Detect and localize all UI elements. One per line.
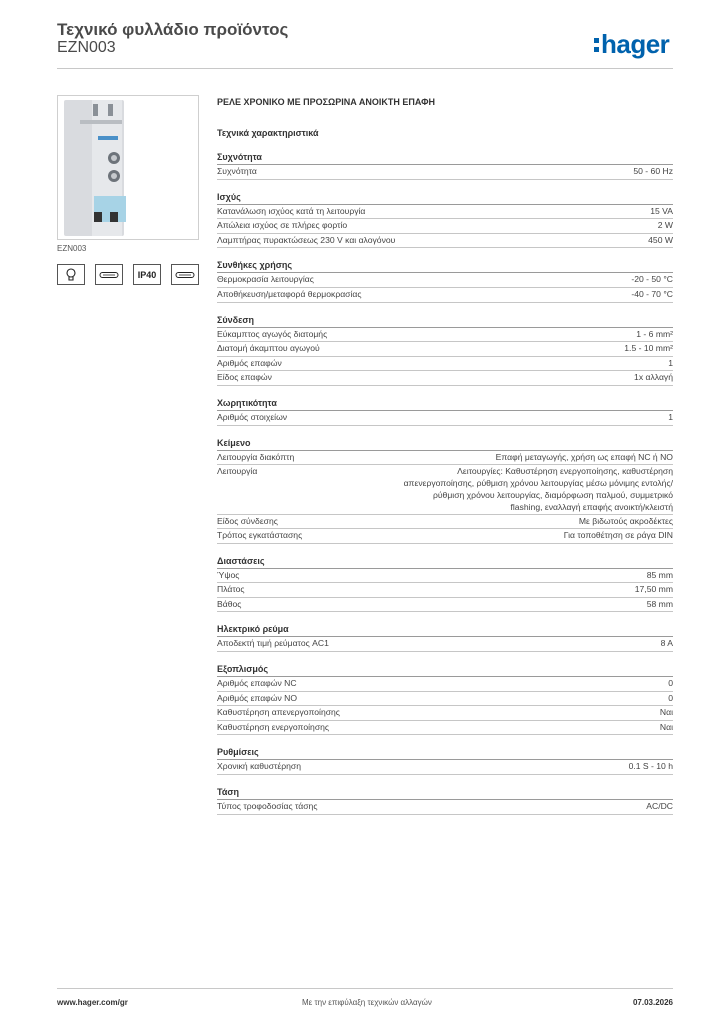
feature-icons	[57, 264, 199, 285]
spec-value: 15 VA	[650, 205, 673, 216]
section-title: Συχνότητα	[217, 152, 673, 165]
spec-row	[217, 165, 673, 180]
section-title: Συνθήκες χρήσης	[217, 260, 673, 273]
header-divider	[57, 68, 673, 69]
spec-label: Λαμπτήρας πυρακτώσεως 230 V και αλογόνου	[217, 234, 396, 245]
spec-row	[217, 637, 673, 652]
section-title: Κείμενο	[217, 438, 673, 451]
spec-label: Τύπος τροφοδοσίας τάσης	[217, 801, 318, 812]
spec-value: 50 - 60 Hz	[633, 166, 673, 176]
spec-label: Θερμοκρασία λειτουργίας	[217, 274, 314, 285]
spec-label: Εύκαμπτος αγωγός διατομής	[217, 328, 328, 339]
spec-value: 1 - 6 mm²	[636, 328, 673, 339]
section-title: Ρυθμίσεις	[217, 747, 673, 760]
spec-label: Συχνότητα	[217, 166, 257, 176]
spec-section	[217, 398, 673, 426]
spec-value: 1	[668, 357, 673, 368]
spec-section	[217, 152, 673, 180]
spec-section	[217, 260, 673, 302]
spec-value: Ναι	[659, 721, 673, 732]
spec-row	[217, 451, 673, 466]
spec-label: Καθυστέρηση απενεργοποίησης	[217, 707, 340, 718]
document-title: Τεχνικό φυλλάδιο προϊόντος	[57, 20, 289, 39]
ip-rating-icon: IP40	[133, 264, 161, 285]
spec-row	[217, 219, 673, 234]
spec-section	[217, 438, 673, 544]
spec-value: Με βιδωτούς ακροδέκτες	[578, 515, 673, 526]
spec-label: Διατομή άκαμπτου αγωγού	[217, 343, 320, 354]
spec-value: 85 mm	[646, 569, 673, 580]
spec-section	[217, 192, 673, 249]
spec-label: Λειτουργία	[217, 466, 258, 477]
spec-value: 8 A	[660, 638, 673, 649]
section-title: Χωρητικότητα	[217, 398, 673, 411]
din-rail-icon-2	[171, 264, 199, 285]
spec-value: Λειτουργίες: Καθυστέρηση ενεργοποίησης, καθυστέρηση απενεργοποίησης, ρύθμιση χρόνου λειτουργίας μέσω μόνιμης εντολής/ρύθμιση χρόνου λειτουργίας, διαμόρφωση παλμού, συμμετρικό flashing, εναλλαγή επαφής ανοικτή/κλειστή	[403, 466, 673, 513]
spec-row	[217, 692, 673, 707]
spec-row	[217, 800, 673, 815]
section-title: Διαστάσεις	[217, 556, 673, 569]
product-code: EZN003	[57, 39, 116, 56]
spec-section	[217, 664, 673, 735]
spec-label: Βάθος	[217, 598, 242, 609]
spec-label: Αποθήκευση/μεταφορά θερμοκρασίας	[217, 288, 362, 299]
spec-row	[217, 371, 673, 386]
spec-row	[217, 288, 673, 303]
spec-label: Αριθμός στοιχείων	[217, 411, 288, 422]
spec-value: 1	[668, 411, 673, 422]
spec-value: Για τοποθέτηση σε ράγα DIN	[563, 530, 673, 541]
spec-label: Πλάτος	[217, 584, 245, 595]
spec-row	[217, 342, 673, 357]
spec-row	[217, 677, 673, 692]
section-title: Ηλεκτρικό ρεύμα	[217, 624, 673, 637]
spec-row	[217, 760, 673, 775]
spec-label: Τρόπος εγκατάστασης	[217, 530, 303, 541]
spec-value: 1x αλλαγή	[634, 372, 673, 383]
spec-section	[217, 747, 673, 775]
spec-row	[217, 569, 673, 584]
spec-row	[217, 205, 673, 220]
spec-row	[217, 598, 673, 613]
spec-value: 0	[668, 678, 673, 689]
spec-value: 1.5 - 10 mm²	[624, 343, 673, 354]
spec-value: -40 - 70 °C	[631, 288, 673, 299]
hager-logo[interactable]	[594, 29, 669, 60]
spec-row	[217, 515, 673, 530]
spec-row	[217, 234, 673, 249]
spec-section	[217, 624, 673, 652]
spec-value: 2 W	[657, 220, 673, 231]
spec-row	[217, 706, 673, 721]
spec-value: -20 - 50 °C	[631, 274, 673, 285]
spec-label: Είδος επαφών	[217, 372, 272, 383]
footer-date: 07.03.2026	[632, 998, 673, 1007]
spec-value: 450 W	[648, 234, 673, 245]
spec-row	[217, 465, 673, 514]
section-title: Σύνδεση	[217, 315, 673, 328]
lamp-icon	[57, 264, 85, 285]
spec-value: Ναι	[659, 707, 673, 718]
spec-row	[217, 721, 673, 736]
product-image	[57, 95, 199, 240]
section-title: Ισχύς	[217, 192, 673, 205]
technical-characteristics-heading: Τεχνικά χαρακτηριστικά	[217, 128, 319, 138]
spec-label: Αριθμός επαφών NC	[217, 678, 297, 689]
logo-dots-icon	[594, 35, 600, 54]
spec-row	[217, 583, 673, 598]
spec-value: 17,50 mm	[634, 584, 673, 595]
spec-label: Αριθμός επαφών NO	[217, 692, 298, 703]
spec-label: Αριθμός επαφών	[217, 357, 282, 368]
spec-value: Επαφή μεταγωγής, χρήση ως επαφή NC ή NO	[495, 451, 673, 462]
section-title: Τάση	[217, 787, 673, 800]
spec-label: Αποδεκτή τιμή ρεύματος AC1	[217, 638, 329, 649]
logo-text: hager	[601, 29, 670, 59]
product-caption: EZN003	[57, 244, 87, 253]
spec-value: 0	[668, 692, 673, 703]
spec-label: Καθυστέρηση ενεργοποίησης	[217, 721, 330, 732]
footer-disclaimer: Με την επιφύλαξη τεχνικών αλλαγών	[302, 998, 432, 1007]
din-rail-icon	[95, 264, 123, 285]
spec-label: Ύψος	[217, 569, 240, 580]
spec-value: 0.1 S - 10 h	[628, 761, 673, 772]
spec-row	[217, 357, 673, 372]
spec-row	[217, 411, 673, 426]
spec-section	[217, 315, 673, 386]
spec-label: Χρονική καθυστέρηση	[217, 761, 301, 772]
spec-label: Απώλεια ισχύος σε πλήρες φορτίο	[217, 220, 348, 231]
spec-row	[217, 328, 673, 343]
spec-sections	[217, 152, 673, 815]
spec-label: Κατανάλωση ισχύος κατά τη λειτουργία	[217, 205, 366, 216]
specifications-panel	[217, 97, 673, 815]
spec-row	[217, 529, 673, 544]
spec-label: Είδος σύνδεσης	[217, 515, 278, 526]
spec-label: Λειτουργία διακόπτη	[217, 451, 295, 462]
spec-value: AC/DC	[646, 801, 673, 812]
product-description: ΡΕΛΕ ΧΡΟΝΙΚΟ ΜΕ ΠΡΟΣΩΡΙΝΑ ΑΝΟΙΚΤΗ ΕΠΑΦΗ	[217, 97, 436, 107]
section-title: Εξοπλισμός	[217, 664, 673, 677]
spec-row	[217, 273, 673, 288]
spec-value: 58 mm	[646, 598, 673, 609]
spec-section	[217, 787, 673, 815]
footer-website-link[interactable]: www.hager.com/gr	[57, 998, 128, 1007]
footer-divider	[57, 988, 673, 989]
spec-section	[217, 556, 673, 613]
